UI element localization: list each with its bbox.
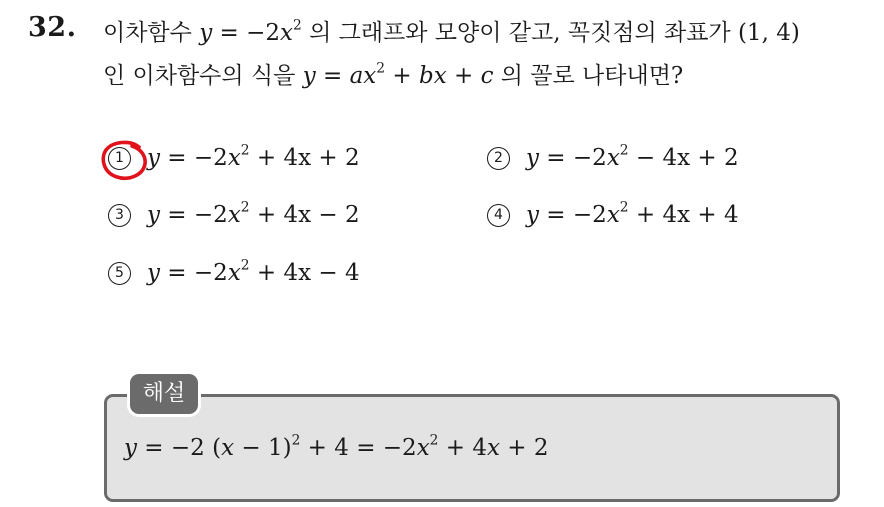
choice-number-5: 5	[108, 262, 131, 285]
choice-number-3: 3	[108, 204, 131, 227]
question-text-2b: 의 꼴로 나타내면?	[500, 63, 684, 89]
answer-circle-mark	[99, 138, 151, 182]
choice-number-2: 2	[487, 147, 510, 170]
choice-tail-5: + 4x − 4	[256, 260, 360, 286]
question-formula-1: $y = -2x^2$	[199, 17, 302, 46]
choice-tail-2: − 4x + 2	[635, 145, 739, 171]
question-text-2a: 인 이차함수의 식을	[103, 63, 296, 89]
solution-formula: y = −2 $(x - 1)^2 + 4 = -2x^2 + 4x + 2$	[124, 432, 549, 461]
choice-formula-2: $y = -2x^2 - 4x + 2$	[526, 142, 739, 171]
choice-tail-4: + 4x + 4	[635, 202, 739, 228]
question-number: 32.	[28, 12, 77, 43]
choice-2[interactable]	[487, 142, 739, 171]
solution-tag: 해설	[130, 374, 198, 414]
choice-formula-1: $y = -2x^2 + 4x + 2$	[147, 142, 360, 171]
choice-formula-5: $y = -2x^2 + 4x - 4$	[147, 257, 360, 286]
question-formula-2: $y = ax^2$ + bx + c	[302, 60, 494, 89]
choice-formula-3: $y = -2x^2 + 4x - 2$	[147, 199, 360, 228]
choice-number-1: 1	[108, 147, 131, 170]
choice-5[interactable]	[108, 257, 360, 286]
question-line-1	[103, 14, 800, 47]
choice-tail-1: + 4x + 2	[256, 145, 360, 171]
choice-tail-3: + 4x − 2	[256, 202, 360, 228]
choice-3[interactable]	[108, 199, 360, 228]
choice-4[interactable]	[487, 199, 739, 228]
question-text-1b: 의 그래프와 모양이 같고, 꼭짓점의 좌표가 (1, 4)	[309, 20, 800, 46]
question-line-2	[103, 57, 683, 90]
choice-formula-4: $y = -2x^2 + 4x + 4$	[526, 199, 739, 228]
choice-number-4: 4	[487, 204, 510, 227]
question-text-1a: 이차함수	[103, 20, 192, 46]
